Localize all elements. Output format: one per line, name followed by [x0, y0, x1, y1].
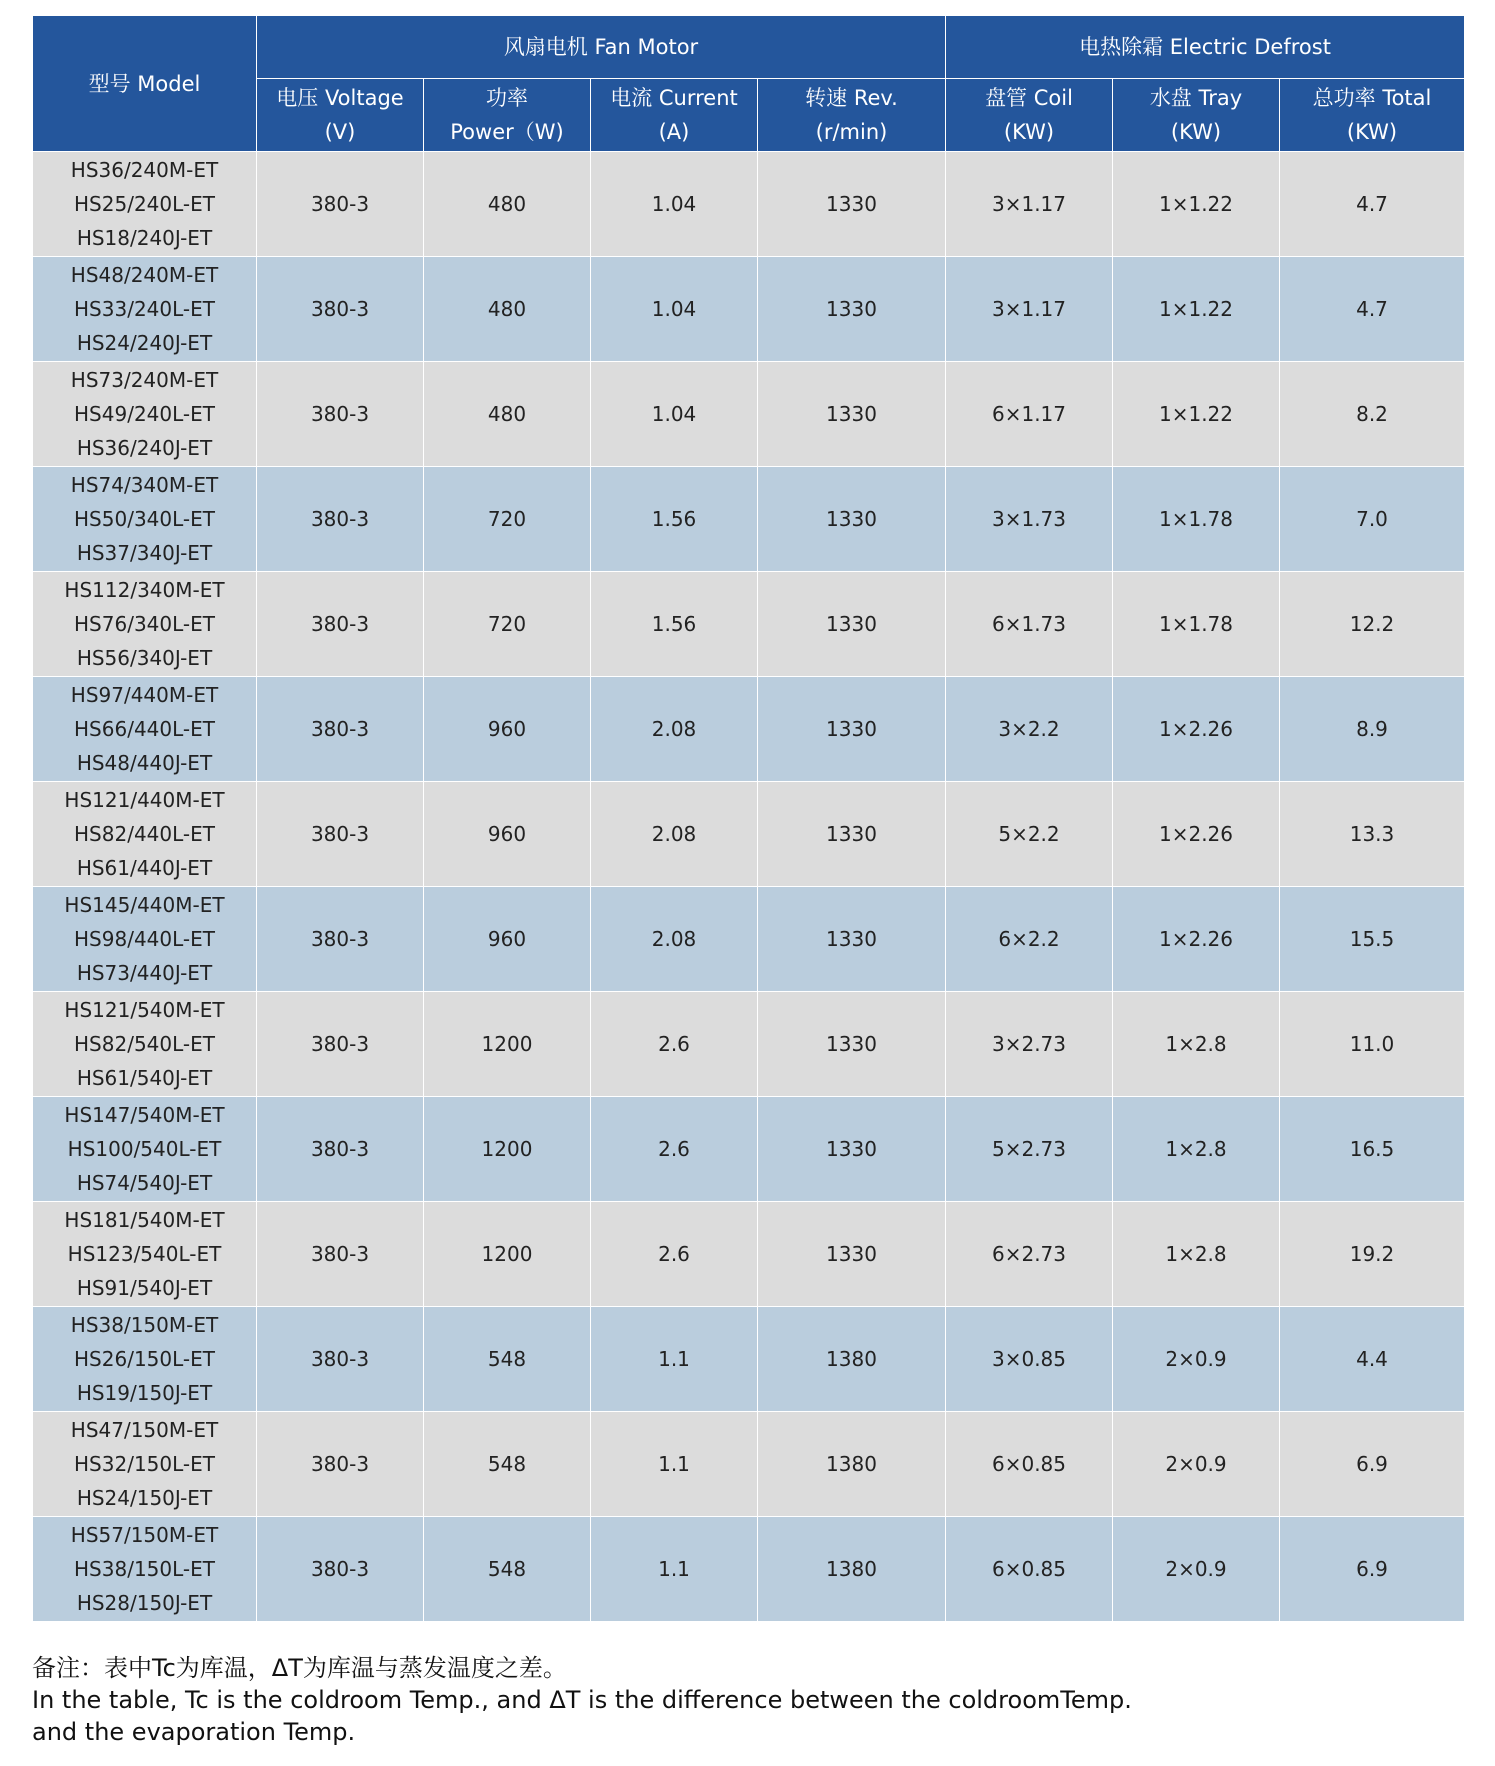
cell-power: 720 [424, 572, 591, 677]
model-name: HS32/150L-ET [74, 1452, 215, 1476]
cell-total: 6.9 [1280, 1412, 1465, 1517]
cell-model [33, 1412, 257, 1517]
table-body [33, 152, 1465, 1622]
header-power [424, 79, 591, 152]
cell-tray: 1×1.22 [1113, 257, 1280, 362]
model-name: HS25/240L-ET [74, 192, 215, 216]
cell-total: 4.7 [1280, 257, 1465, 362]
cell-voltage: 380-3 [257, 1412, 424, 1517]
header-current [591, 79, 758, 152]
cell-voltage: 380-3 [257, 677, 424, 782]
cell-power: 1200 [424, 1202, 591, 1307]
cell-current: 1.56 [591, 572, 758, 677]
cell-power: 480 [424, 362, 591, 467]
cell-current: 2.08 [591, 887, 758, 992]
cell-power: 480 [424, 152, 591, 257]
cell-current: 1.56 [591, 467, 758, 572]
table-row [33, 362, 1465, 467]
cell-tray: 1×1.22 [1113, 152, 1280, 257]
cell-current: 1.04 [591, 257, 758, 362]
model-name: HS36/240M-ET [70, 158, 219, 182]
header-total-label: 总功率 Total [1312, 86, 1432, 110]
cell-voltage: 380-3 [257, 152, 424, 257]
cell-tray: 1×2.8 [1113, 992, 1280, 1097]
table-header [33, 16, 1465, 152]
note-chinese: 备注：表中Tc为库温，ΔT为库温与蒸发温度之差。 [32, 1654, 567, 1682]
header-rev-unit: (r/min) [815, 120, 888, 144]
cell-coil: 3×2.73 [946, 992, 1113, 1097]
cell-total: 11.0 [1280, 992, 1465, 1097]
model-name: HS56/340J-ET [76, 646, 213, 670]
header-voltage [257, 79, 424, 152]
header-power-label: 功率 [486, 86, 528, 110]
cell-coil: 6×0.85 [946, 1517, 1113, 1622]
table-row [33, 1097, 1465, 1202]
cell-rev: 1330 [758, 1202, 946, 1307]
header-total [1280, 79, 1465, 152]
cell-rev: 1330 [758, 257, 946, 362]
cell-coil: 3×1.17 [946, 257, 1113, 362]
table-row [33, 677, 1465, 782]
cell-rev: 1330 [758, 362, 946, 467]
cell-power: 480 [424, 257, 591, 362]
cell-tray: 1×2.8 [1113, 1202, 1280, 1307]
cell-current: 1.04 [591, 362, 758, 467]
cell-tray: 1×2.8 [1113, 1097, 1280, 1202]
model-name: HS73/240M-ET [70, 368, 219, 392]
model-name: HS49/240L-ET [74, 402, 215, 426]
cell-voltage: 380-3 [257, 362, 424, 467]
model-name: HS100/540L-ET [67, 1137, 222, 1161]
cell-model [33, 1097, 257, 1202]
cell-total: 15.5 [1280, 887, 1465, 992]
model-name: HS48/240M-ET [70, 263, 219, 287]
model-name: HS74/340M-ET [70, 473, 219, 497]
model-name: HS18/240J-ET [76, 226, 213, 250]
spec-table [32, 15, 1465, 1622]
cell-rev: 1330 [758, 152, 946, 257]
cell-tray: 1×1.78 [1113, 467, 1280, 572]
cell-tray: 2×0.9 [1113, 1307, 1280, 1412]
header-electric-defrost: 电热除霜 Electric Defrost [946, 16, 1465, 79]
model-name: HS91/540J-ET [76, 1276, 213, 1300]
header-coil [946, 79, 1113, 152]
cell-model [33, 1307, 257, 1412]
table-row [33, 467, 1465, 572]
cell-coil: 5×2.2 [946, 782, 1113, 887]
cell-voltage: 380-3 [257, 572, 424, 677]
cell-power: 548 [424, 1517, 591, 1622]
table-row [33, 1412, 1465, 1517]
header-power-unit: Power（W) [450, 120, 564, 144]
cell-model [33, 782, 257, 887]
cell-power: 720 [424, 467, 591, 572]
cell-power: 548 [424, 1307, 591, 1412]
cell-total: 8.2 [1280, 362, 1465, 467]
cell-model [33, 362, 257, 467]
cell-power: 960 [424, 677, 591, 782]
cell-current: 2.08 [591, 677, 758, 782]
table-row [33, 1202, 1465, 1307]
cell-tray: 1×2.26 [1113, 677, 1280, 782]
cell-voltage: 380-3 [257, 887, 424, 992]
cell-power: 1200 [424, 1097, 591, 1202]
model-name: HS82/540L-ET [74, 1032, 215, 1056]
cell-rev: 1330 [758, 992, 946, 1097]
cell-total: 16.5 [1280, 1097, 1465, 1202]
cell-model [33, 257, 257, 362]
cell-total: 7.0 [1280, 467, 1465, 572]
model-name: HS36/240J-ET [76, 436, 213, 460]
note-english-line2: and the evaporation Temp. [32, 1718, 356, 1746]
cell-total: 6.9 [1280, 1517, 1465, 1622]
model-name: HS50/340L-ET [74, 507, 215, 531]
notes [32, 1652, 1472, 1748]
model-name: HS97/440M-ET [70, 683, 219, 707]
cell-current: 1.1 [591, 1307, 758, 1412]
cell-current: 1.04 [591, 152, 758, 257]
cell-rev: 1330 [758, 572, 946, 677]
cell-total: 4.7 [1280, 152, 1465, 257]
model-name: HS47/150M-ET [70, 1418, 219, 1442]
model-name: HS147/540M-ET [64, 1103, 225, 1127]
cell-rev: 1330 [758, 467, 946, 572]
header-rev-label: 转速 Rev. [805, 86, 898, 110]
model-name: HS61/440J-ET [76, 856, 213, 880]
cell-voltage: 380-3 [257, 1202, 424, 1307]
cell-coil: 3×1.73 [946, 467, 1113, 572]
cell-rev: 1380 [758, 1307, 946, 1412]
cell-voltage: 380-3 [257, 1097, 424, 1202]
table-row [33, 1307, 1465, 1412]
cell-total: 12.2 [1280, 572, 1465, 677]
model-name: HS38/150M-ET [70, 1313, 219, 1337]
model-name: HS123/540L-ET [67, 1242, 222, 1266]
cell-rev: 1380 [758, 1517, 946, 1622]
cell-voltage: 380-3 [257, 467, 424, 572]
cell-model [33, 1202, 257, 1307]
header-total-unit: (KW) [1346, 120, 1398, 144]
table-row [33, 1517, 1465, 1622]
cell-model [33, 152, 257, 257]
model-name: HS145/440M-ET [64, 893, 225, 917]
model-name: HS98/440L-ET [74, 927, 215, 951]
note-english-line1: In the table, Tc is the coldroom Temp., and ΔT is the difference between the coldroomTemp. [32, 1686, 1132, 1714]
model-name: HS24/150J-ET [76, 1486, 213, 1510]
cell-coil: 6×0.85 [946, 1412, 1113, 1517]
cell-rev: 1330 [758, 1097, 946, 1202]
cell-tray: 2×0.9 [1113, 1517, 1280, 1622]
cell-rev: 1380 [758, 1412, 946, 1517]
cell-power: 960 [424, 782, 591, 887]
model-name: HS19/150J-ET [76, 1381, 213, 1405]
cell-current: 2.6 [591, 1097, 758, 1202]
model-name: HS38/150L-ET [74, 1557, 215, 1581]
cell-rev: 1330 [758, 677, 946, 782]
cell-model [33, 572, 257, 677]
cell-coil: 5×2.73 [946, 1097, 1113, 1202]
model-name: HS37/340J-ET [76, 541, 213, 565]
header-group-row [33, 16, 1465, 79]
cell-rev: 1330 [758, 887, 946, 992]
cell-model [33, 677, 257, 782]
cell-tray: 1×1.22 [1113, 362, 1280, 467]
cell-voltage: 380-3 [257, 992, 424, 1097]
cell-current: 2.6 [591, 992, 758, 1097]
header-current-label: 电流 Current [610, 86, 738, 110]
cell-current: 1.1 [591, 1517, 758, 1622]
cell-model [33, 1517, 257, 1622]
cell-total: 19.2 [1280, 1202, 1465, 1307]
table-row [33, 572, 1465, 677]
header-coil-unit: (KW) [1003, 120, 1055, 144]
model-name: HS181/540M-ET [64, 1208, 225, 1232]
header-tray [1113, 79, 1280, 152]
header-fan-motor: 风扇电机 Fan Motor [257, 16, 946, 79]
header-voltage-unit: (V) [324, 120, 356, 144]
model-name: HS82/440L-ET [74, 822, 215, 846]
model-name: HS112/340M-ET [64, 578, 225, 602]
cell-power: 548 [424, 1412, 591, 1517]
cell-coil: 6×2.2 [946, 887, 1113, 992]
model-name: HS76/340L-ET [74, 612, 215, 636]
cell-tray: 1×1.78 [1113, 572, 1280, 677]
table-row [33, 152, 1465, 257]
model-name: HS24/240J-ET [76, 331, 213, 355]
table-row [33, 782, 1465, 887]
cell-tray: 1×2.26 [1113, 782, 1280, 887]
model-name: HS66/440L-ET [74, 717, 215, 741]
model-name: HS48/440J-ET [76, 751, 213, 775]
cell-tray: 1×2.26 [1113, 887, 1280, 992]
cell-coil: 6×2.73 [946, 1202, 1113, 1307]
cell-coil: 6×1.17 [946, 362, 1113, 467]
cell-voltage: 380-3 [257, 257, 424, 362]
model-name: HS33/240L-ET [74, 297, 215, 321]
cell-coil: 3×2.2 [946, 677, 1113, 782]
cell-model [33, 887, 257, 992]
model-name: HS73/440J-ET [76, 961, 213, 985]
model-name: HS28/150J-ET [76, 1591, 213, 1615]
cell-total: 4.4 [1280, 1307, 1465, 1412]
cell-coil: 3×0.85 [946, 1307, 1113, 1412]
model-name: HS121/440M-ET [64, 788, 225, 812]
model-name: HS26/150L-ET [74, 1347, 215, 1371]
cell-model [33, 467, 257, 572]
model-name: HS57/150M-ET [70, 1523, 219, 1547]
table-row [33, 887, 1465, 992]
cell-total: 8.9 [1280, 677, 1465, 782]
cell-total: 13.3 [1280, 782, 1465, 887]
cell-coil: 6×1.73 [946, 572, 1113, 677]
cell-power: 960 [424, 887, 591, 992]
cell-power: 1200 [424, 992, 591, 1097]
model-name: HS74/540J-ET [76, 1171, 213, 1195]
header-tray-label: 水盘 Tray [1149, 86, 1243, 110]
cell-voltage: 380-3 [257, 1307, 424, 1412]
header-current-unit: (A) [658, 120, 690, 144]
model-name: HS121/540M-ET [64, 998, 225, 1022]
cell-voltage: 380-3 [257, 782, 424, 887]
cell-tray: 2×0.9 [1113, 1412, 1280, 1517]
cell-current: 2.6 [591, 1202, 758, 1307]
model-name: HS61/540J-ET [76, 1066, 213, 1090]
header-tray-unit: (KW) [1170, 120, 1222, 144]
cell-coil: 3×1.17 [946, 152, 1113, 257]
header-model: 型号 Model [33, 16, 257, 152]
cell-voltage: 380-3 [257, 1517, 424, 1622]
header-rev [758, 79, 946, 152]
table-row [33, 992, 1465, 1097]
cell-rev: 1330 [758, 782, 946, 887]
cell-current: 1.1 [591, 1412, 758, 1517]
header-voltage-label: 电压 Voltage [276, 86, 404, 110]
header-coil-label: 盘管 Coil [985, 86, 1073, 110]
cell-current: 2.08 [591, 782, 758, 887]
cell-model [33, 992, 257, 1097]
table-row [33, 257, 1465, 362]
